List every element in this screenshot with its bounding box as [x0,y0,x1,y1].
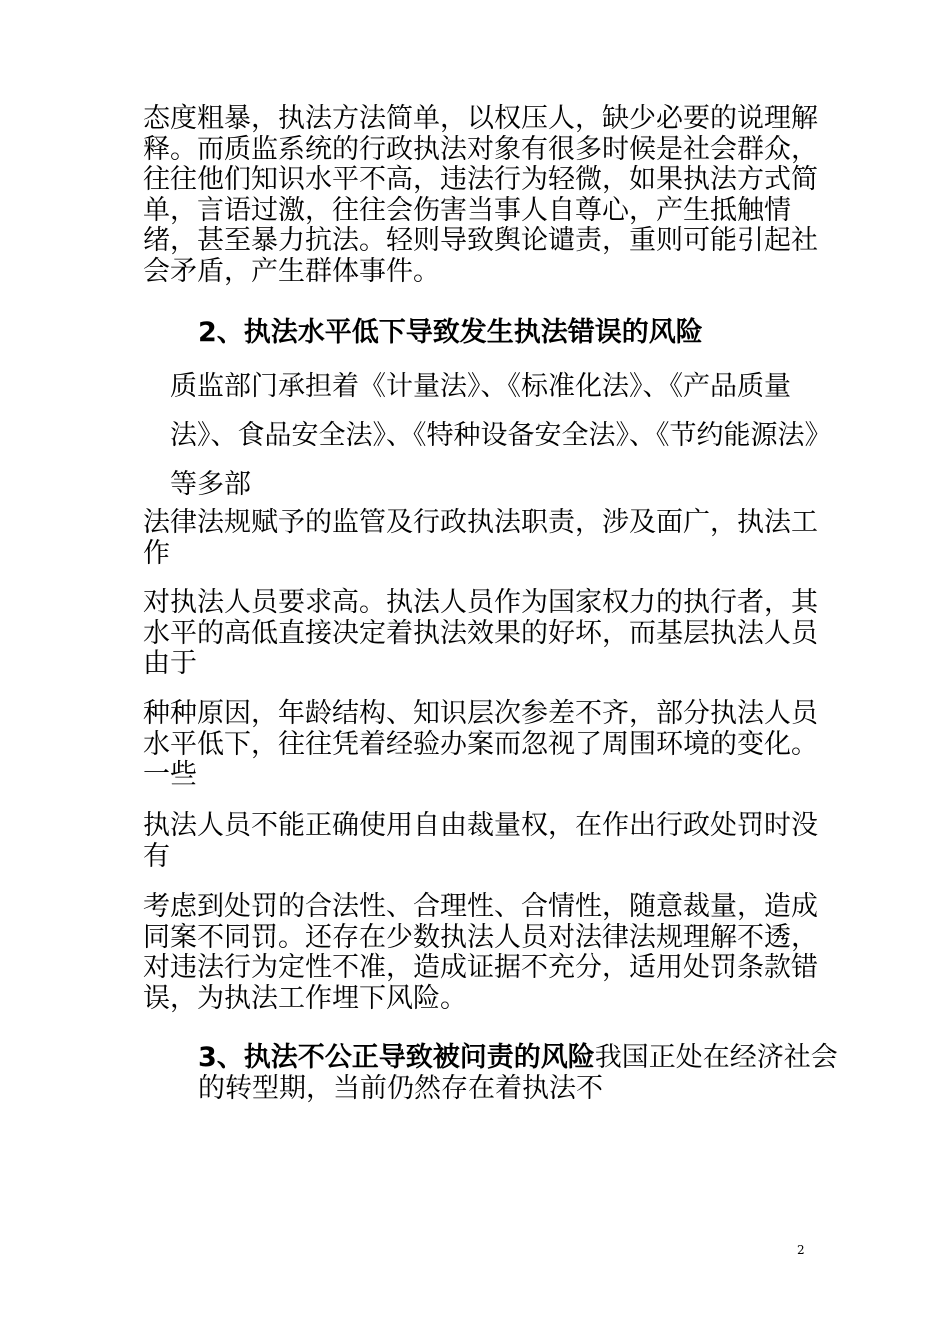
section-heading-2: 2、执法水平低下导致发生执法错误的风险 [198,317,703,348]
paragraph-body-6: 执法人员不能正确使用自由裁量权，在作出行政处罚时没有 [143,810,818,872]
paragraph-body-1: 态度粗暴，执法方法简单，以权压人，缺少必要的说理解释。而质监系统的行政执法对象有很多时候是社会群众，往往他们知识水平不高，违法行为轻微，如果执法方式简单，言语过激，往往会伤害当事人自尊心，产生抵触情绪，甚至暴力抗法。轻则导致舆论谴责，重则可能引起社会矛盾，产生群体事件。 [143,103,818,287]
page-number: 2 [797,1243,805,1257]
section-heading-3: 3、执法不公正导致被问责的风险 [198,1042,595,1073]
paragraph-section-3 [198,1043,838,1104]
paragraph-body-3: 法律法规赋予的监管及行政执法职责，涉及面广，执法工作 [143,507,818,569]
paragraph-section-3-text: 我国正处在经济社会的转型期，当前仍然存在着执法不 [198,1042,838,1104]
paragraph-body-5: 种种原因，年龄结构、知识层次参差不齐，部分执法人员水平低下，往往凭着经验办案而忽视了周围环境的变化。一些 [143,698,818,790]
paragraph-laws-list: 质监部门承担着《计量法》、《标准化法》、《产品质量法》、食品安全法》、《特种设备安全法》、《节约能源法》等多部 [170,371,832,500]
paragraph-body-4: 对执法人员要求高。执法人员作为国家权力的执行者，其水平的高低直接决定着执法效果的好坏，而基层执法人员由于 [143,587,818,679]
paragraph-body-7: 考虑到处罚的合法性、合理性、合情性，随意裁量，造成同案不同罚。还存在少数执法人员对法律法规理解不透，对违法行为定性不准，造成证据不充分，适用处罚条款错误，为执法工作埋下风险。 [143,891,818,1014]
